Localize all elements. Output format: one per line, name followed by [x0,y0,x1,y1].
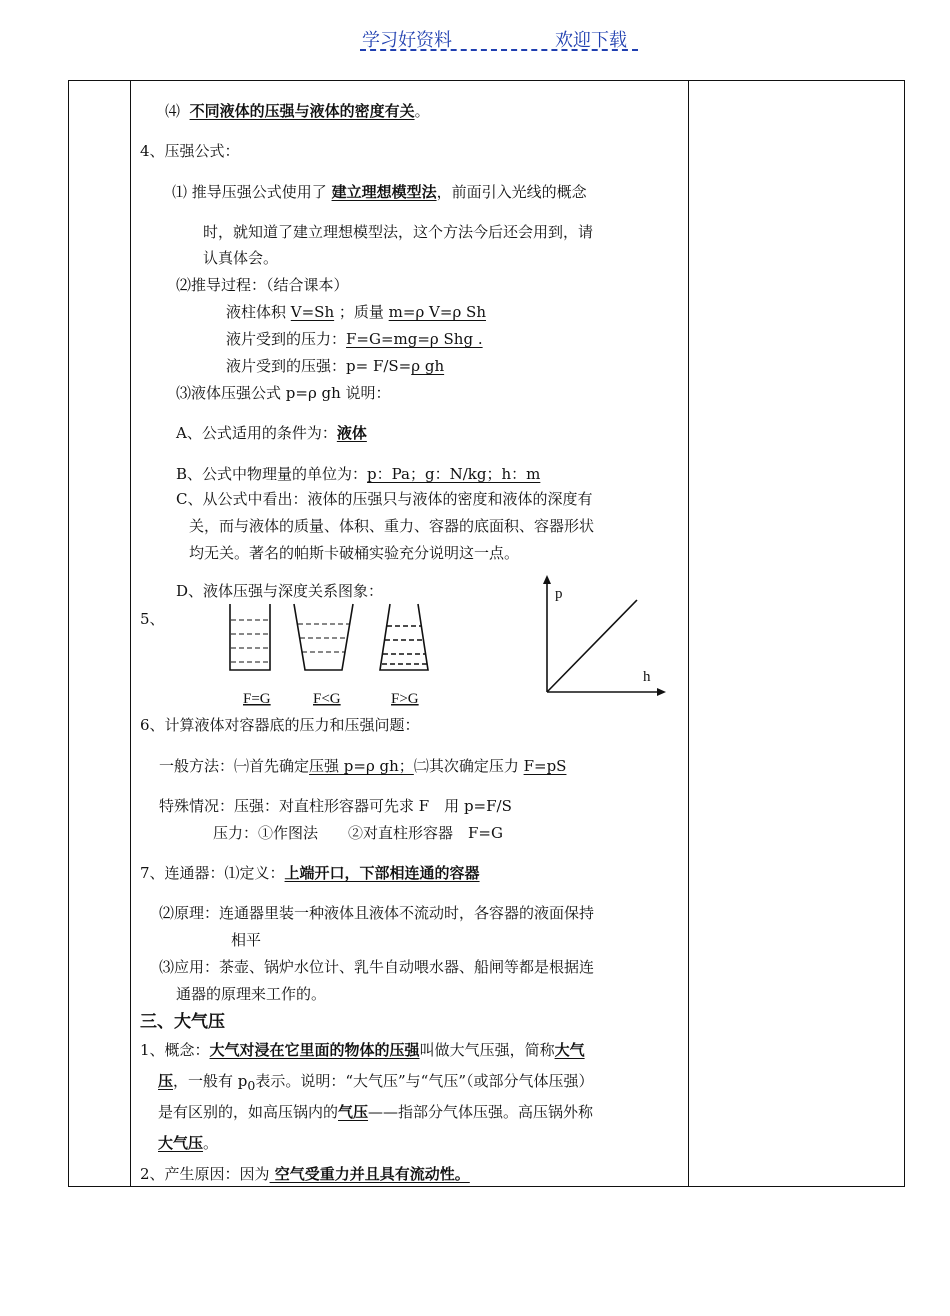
section-4-title: 4、压强公式： [140,142,240,160]
container-wide-top [294,604,353,670]
pressure-depth-graph [535,572,675,698]
s4-item-b: B、公式中物理量的单位为：p：Pa；g：N/kg；h：m [176,465,541,483]
s4-line-6: 液片受到的压力：F=G=mg=ρ Shg . [226,330,483,348]
s7-principle-1: ⑵原理：连通器里装一种液体且液体不流动时，各容器的液面保持 [159,904,595,922]
x-axis-arrow [657,688,666,696]
s4-line-3: 认真体会。 [203,249,279,267]
y-axis-label: p [555,586,563,602]
atm-line-3: 是有区别的，如高压锅内的气压——指部分气体压强。高压锅外称 [158,1103,594,1121]
containers-figure [218,598,443,710]
s4-item-c-1: C、从公式中看出：液体的压强只与液体的密度和液体的深度有 [176,490,593,508]
s7-application-2: 通器的原理来工作的。 [176,985,327,1003]
section-5-num: 5、 [140,610,165,628]
s4-line-2: 时，就知道了建立理想模型法，这个方法今后还会用到，请 [203,223,594,241]
section-7-title: 7、连通器：⑴定义：上端开口，下部相连通的容器 [140,864,480,882]
s6-general: 一般方法：㈠首先确定压强 p=ρ gh；㈡其次确定压力 F=pS [159,757,567,775]
s7-principle-2: 相平 [231,931,262,949]
s4-item-a: A、公式适用的条件为：液体 [176,424,367,442]
label-less: F<G [313,691,341,707]
s4-line-8: ⑶液体压强公式 p=ρ gh 说明： [176,384,391,402]
atm-line-4: 大气压。 [158,1134,219,1152]
s4-line-5: 液柱体积 V=Sh ；质量 m=ρ V=ρ Sh [226,303,486,321]
s4-line-4: ⑵推导过程：（结合课本） [176,276,349,294]
s4-item-c-3: 均无关。著名的帕斯卡破桶实验充分说明这一点。 [189,544,520,562]
s4-line-1: ⑴ 推导压强公式使用了 建立理想模型法，前面引入光线的概念 [172,183,587,201]
header-right: 欢迎下载 [555,30,627,51]
header-left: 学习好资料 [362,30,452,51]
container-straight [230,604,270,670]
pressure-line [547,600,637,692]
point-4: ⑷ 不同液体的压强与液体的密度有关。 [165,102,430,120]
s7-application-1: ⑶应用：茶壶、锅炉水位计、乳牛自动喂水器、船闸等都是根据连 [159,958,595,976]
label-equal: F=G [243,691,271,707]
x-axis-label: h [643,669,651,685]
s6-special-1: 特殊情况：压强：对直柱形容器可先求 F 用 p=F/S [159,797,512,815]
atm-line-5: 2、产生原因：因为 空气受重力并且具有流动性。 [140,1165,470,1183]
section-6-title: 6、计算液体对容器底的压力和压强问题： [140,716,420,734]
label-greater: F>G [391,691,419,707]
y-axis-arrow [543,575,551,584]
section-atmosphere-title: 三、大气压 [140,1012,225,1032]
container-narrow-top [380,604,428,670]
s4-item-d: D、液体压强与深度关系图象： [176,582,384,600]
table-divider-right [688,80,689,1187]
s4-line-7: 液片受到的压强：p= F/S=ρ gh [226,357,445,375]
atm-line-2: 压，一般有 $p_0$表示。说明：“大气压”与“气压”（或部分气体压强） [158,1072,594,1093]
table-divider-left [130,80,131,1187]
s6-special-2: 压力：①作图法 ②对直柱形容器 F=G [213,824,503,842]
atm-line-1: 1、概念：大气对浸在它里面的物体的压强叫做大气压强，简称大气 [140,1041,585,1059]
s4-item-c-2: 关，而与液体的质量、体积、重力、容器的底面积、容器形状 [189,517,595,535]
header-underline [360,49,638,51]
